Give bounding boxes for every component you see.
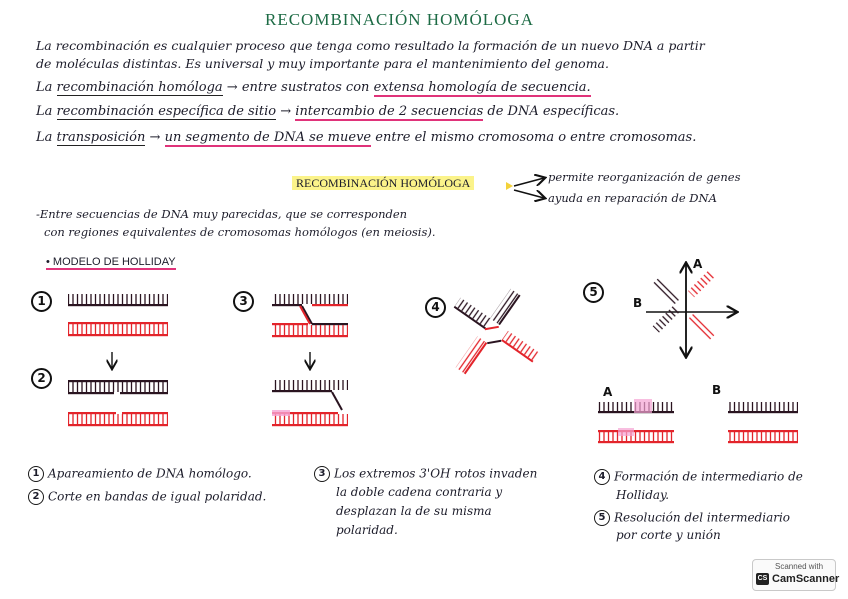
product-label-a: A: [603, 385, 613, 399]
definition-prefix: La: [36, 104, 53, 119]
step-1-number: 1: [31, 291, 52, 312]
step-3b-diagram: [272, 380, 348, 426]
definition-prefix: La: [36, 80, 53, 95]
arrow-icon: →: [226, 80, 238, 95]
arrow-icon: →: [149, 130, 161, 145]
product-label-b: B: [712, 383, 722, 397]
branch-genes: permite reorganización de genes: [548, 170, 741, 184]
definition-emphasis: intercambio de 2 secuencias: [295, 104, 484, 119]
camscanner-watermark: [752, 559, 840, 591]
step-3-number: 3: [233, 291, 254, 312]
step-2-number: 2: [31, 368, 52, 389]
definition-prefix: La: [36, 130, 53, 145]
section-heading: RECOMBINACIÓN HOMÓLOGA: [292, 176, 474, 191]
intro-line-1: La recombinación es cualquier proceso que tenga como resultado la formación de un nuevo DNA a partir: [36, 38, 705, 53]
axis-label-a: A: [693, 257, 703, 271]
definition-text: entre sustratos con: [241, 80, 370, 95]
definition-text: de DNA específicas.: [487, 104, 620, 119]
arrow-icon: →: [280, 104, 292, 119]
camscanner-logo-icon: CS: [756, 573, 769, 585]
definition-term: transposición: [56, 130, 146, 145]
legend-item-4: 4 Formación de intermediario de: [594, 469, 803, 485]
legend-item-3-line-4: polaridad.: [336, 523, 398, 537]
axis-label-b: B: [633, 296, 643, 310]
step-4-number: 4: [425, 297, 446, 318]
product-a-diagram: [598, 399, 674, 443]
step-1-diagram: [68, 294, 168, 336]
model-title: • MODELO DE HOLLIDAY: [46, 256, 176, 268]
product-b-diagram: [728, 402, 798, 443]
legend-item-2: 2 Corte en bandas de igual polaridad.: [28, 489, 266, 505]
branch-repair: ayuda en reparación de DNA: [548, 191, 717, 205]
step-5-number: 5: [583, 282, 604, 303]
legend-item-5: 5 Resolución del intermediario: [594, 510, 790, 526]
section-desc-2: con regiones equivalentes de cromosomas homólogos (en meiosis).: [44, 225, 436, 239]
definition-term: recombinación específica de sitio: [56, 104, 277, 119]
step-2-diagram: [68, 380, 168, 426]
intro-line-2: de moléculas distintas. Es universal y muy importante para el mantenimiento del genoma.: [36, 56, 609, 71]
definition-emphasis: un segmento de DNA se mueve: [164, 130, 372, 145]
legend-item-3-line-3: desplazan la de su misma: [336, 504, 492, 518]
legend-item-1: 1 Apareamiento de DNA homólogo.: [28, 466, 252, 482]
step-5-diagram: [631, 248, 744, 361]
definition-term: recombinación homóloga: [56, 80, 223, 95]
step-4-diagram: [426, 268, 560, 402]
definition-emphasis: extensa homología de secuencia.: [373, 80, 591, 95]
step-3-diagram: [272, 294, 348, 337]
watermark-brand: CamScanner: [772, 573, 840, 585]
page-title: RECOMBINACIÓN HOMÓLOGA: [265, 10, 534, 29]
definition-text: entre el mismo cromosoma o entre cromosomas.: [375, 130, 697, 145]
watermark-caption: Scanned with: [775, 562, 824, 571]
legend-item-5-line-2: por corte y unión: [616, 528, 721, 542]
legend-item-3: 3 Los extremos 3'OH rotos invaden: [314, 466, 537, 482]
branch-arrows: [506, 178, 544, 198]
legend-item-4-line-2: Holliday.: [616, 488, 670, 502]
section-desc-1: -Entre secuencias de DNA muy parecidas, que se corresponden: [36, 207, 408, 221]
legend-item-3-line-2: la doble cadena contraria y: [336, 485, 503, 499]
